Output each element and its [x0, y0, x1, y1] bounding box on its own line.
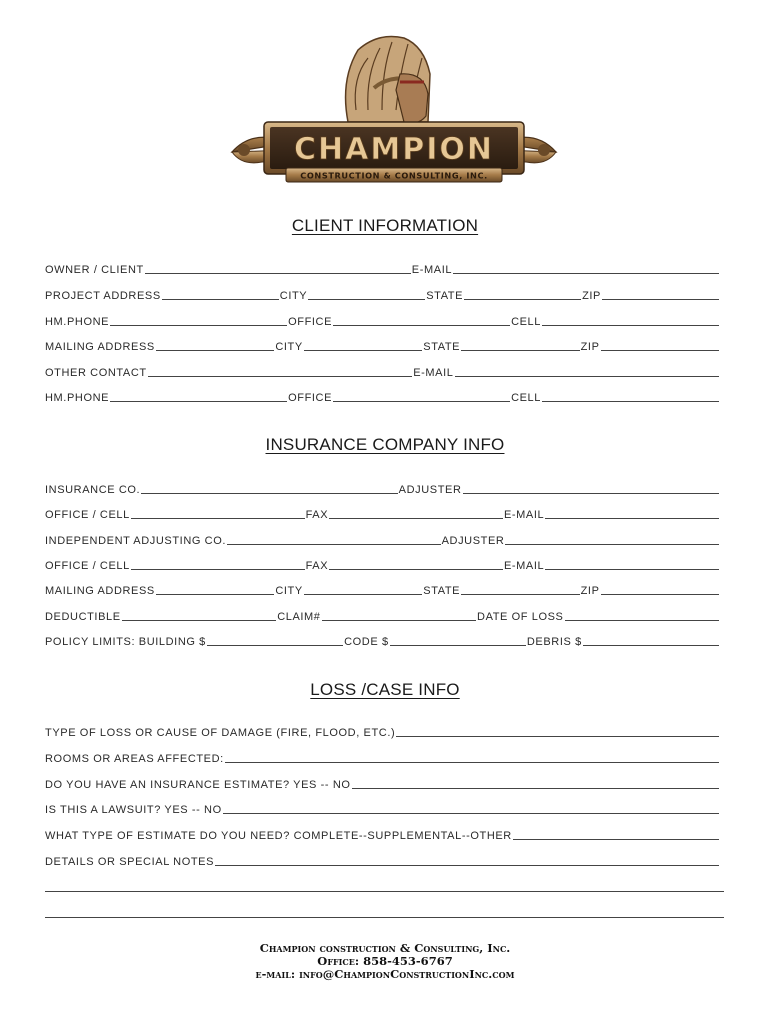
field-label: STATE — [423, 341, 461, 353]
field-label: FAX — [305, 509, 329, 521]
form-row — [45, 723, 720, 739]
field-label: OFFICE — [288, 316, 333, 328]
blank-fill-line[interactable] — [333, 401, 510, 402]
form-row — [45, 363, 720, 379]
form-row — [45, 852, 720, 868]
blank-fill-line[interactable] — [329, 569, 503, 570]
footer-email: e-mail: info@ChampionConstructionInc.com — [255, 967, 515, 981]
blank-fill-line[interactable] — [223, 813, 719, 814]
blank-fill-line[interactable] — [225, 762, 719, 763]
blank-fill-line[interactable] — [45, 891, 724, 892]
field-label: HM.PHONE — [45, 392, 110, 404]
field-label: STATE — [423, 585, 461, 597]
footer-contact — [0, 942, 770, 981]
field-label: ZIP — [582, 290, 601, 302]
form-row — [45, 260, 720, 276]
form-row — [45, 607, 720, 623]
blank-fill-line[interactable] — [45, 917, 724, 918]
blank-fill-line[interactable] — [131, 569, 305, 570]
form-row — [45, 531, 720, 547]
blank-fill-line[interactable] — [352, 788, 719, 789]
field-label: OFFICE / CELL — [45, 560, 130, 572]
section-title-loss: LOSS /CASE INFO — [310, 680, 460, 699]
field-label: E-MAIL — [503, 560, 545, 572]
field-label: ZIP — [580, 585, 600, 597]
blank-fill-line[interactable] — [110, 401, 287, 402]
form-row — [45, 826, 720, 842]
blank-fill-line[interactable] — [542, 325, 719, 326]
blank-fill-line[interactable] — [545, 569, 719, 570]
blank-fill-line[interactable] — [162, 299, 279, 300]
section-title-insurance: INSURANCE COMPANY INFO — [265, 435, 505, 454]
field-label: OTHER CONTACT — [45, 367, 147, 379]
blank-fill-line[interactable] — [464, 299, 581, 300]
blank-fill-line[interactable] — [145, 273, 411, 274]
blank-fill-line[interactable] — [545, 518, 719, 519]
form-row — [45, 337, 720, 353]
blank-fill-line[interactable] — [602, 299, 719, 300]
field-label: HM.PHONE — [45, 316, 110, 328]
field-label: E-MAIL — [503, 509, 545, 521]
blank-fill-line[interactable] — [455, 376, 720, 377]
field-label: CITY — [275, 585, 303, 597]
field-label: POLICY LIMITS: BUILDING $ — [45, 636, 206, 648]
blank-fill-line[interactable] — [156, 350, 274, 351]
blank-fill-line[interactable] — [565, 620, 720, 621]
blank-fill-line[interactable] — [227, 544, 441, 545]
blank-fill-line[interactable] — [461, 594, 579, 595]
form-row — [45, 312, 720, 328]
field-label: OFFICE — [288, 392, 333, 404]
blank-fill-line[interactable] — [329, 518, 503, 519]
form-row — [45, 581, 720, 597]
blank-fill-line[interactable] — [453, 273, 719, 274]
blank-fill-line[interactable] — [583, 645, 719, 646]
blank-fill-line[interactable] — [333, 325, 510, 326]
field-label: ADJUSTER — [398, 484, 462, 496]
field-label: CELL — [511, 316, 541, 328]
field-label: OWNER / CLIENT — [45, 264, 144, 276]
form-row — [45, 632, 720, 648]
field-label: OFFICE / CELL — [45, 509, 130, 521]
blank-fill-line[interactable] — [110, 325, 287, 326]
blank-fill-line[interactable] — [322, 620, 477, 621]
field-label: IS THIS A LAWSUIT? YES -- NO — [45, 804, 222, 816]
form-row — [45, 286, 720, 302]
logo-brand-text: CHAMPION — [294, 132, 494, 167]
blank-fill-line[interactable] — [304, 594, 422, 595]
form-row — [45, 904, 725, 920]
field-label: WHAT TYPE OF ESTIMATE DO YOU NEED? COMPLETE--SUPPLEMENTAL--OTHER — [45, 830, 512, 842]
field-label: DEDUCTIBLE — [45, 611, 121, 623]
field-label: INSURANCE CO. — [45, 484, 141, 496]
form-row — [45, 556, 720, 572]
blank-fill-line[interactable] — [461, 350, 579, 351]
field-label: MAILING ADDRESS — [45, 341, 155, 353]
field-label: PROJECT ADDRESS — [45, 290, 161, 302]
field-label: DO YOU HAVE AN INSURANCE ESTIMATE? YES -- NO — [45, 779, 351, 791]
blank-fill-line[interactable] — [122, 620, 277, 621]
field-label: FAX — [305, 560, 329, 572]
form-row — [45, 800, 720, 816]
blank-fill-line[interactable] — [207, 645, 343, 646]
blank-fill-line[interactable] — [304, 350, 422, 351]
form-row — [45, 749, 720, 765]
blank-fill-line[interactable] — [148, 376, 413, 377]
champion-logo-graphic — [228, 30, 560, 188]
field-label: STATE — [426, 290, 464, 302]
blank-fill-line[interactable] — [396, 736, 719, 737]
field-label: E-MAIL — [411, 264, 453, 276]
field-label: CITY — [279, 290, 308, 302]
logo-tagline-text: CONSTRUCTION & CONSULTING, INC. — [300, 170, 488, 181]
footer-company: Champion construction & Consulting, Inc. — [259, 941, 511, 955]
field-label: DEBRIS $ — [526, 636, 582, 648]
form-row — [45, 505, 720, 521]
blank-fill-line[interactable] — [542, 401, 719, 402]
blank-fill-line[interactable] — [601, 350, 719, 351]
field-label: CELL — [511, 392, 541, 404]
field-label: CODE $ — [344, 636, 389, 648]
field-label: DETAILS OR SPECIAL NOTES — [45, 856, 215, 868]
blank-fill-line[interactable] — [215, 865, 719, 866]
blank-fill-line[interactable] — [141, 493, 397, 494]
form-row — [45, 480, 720, 496]
blank-fill-line[interactable] — [505, 544, 719, 545]
field-label: TYPE OF LOSS OR CAUSE OF DAMAGE (FIRE, FLOOD, ETC.) — [45, 727, 396, 739]
company-logo — [228, 30, 560, 188]
blank-fill-line[interactable] — [513, 839, 719, 840]
blank-fill-line[interactable] — [308, 299, 425, 300]
blank-fill-line[interactable] — [390, 645, 526, 646]
form-row — [45, 878, 725, 894]
blank-fill-line[interactable] — [463, 493, 719, 494]
field-label: MAILING ADDRESS — [45, 585, 155, 597]
form-row — [45, 775, 720, 791]
field-label: ZIP — [580, 341, 600, 353]
field-label: DATE OF LOSS — [477, 611, 564, 623]
section-title-client: CLIENT INFORMATION — [291, 216, 479, 235]
field-label: INDEPENDENT ADJUSTING CO. — [45, 535, 227, 547]
form-row — [45, 388, 720, 404]
footer-office-phone: Office: 858-453-6767 — [317, 954, 453, 968]
blank-fill-line[interactable] — [156, 594, 274, 595]
field-label: CLAIM# — [277, 611, 321, 623]
blank-fill-line[interactable] — [131, 518, 305, 519]
field-label: E-MAIL — [413, 367, 454, 379]
field-label: CITY — [275, 341, 303, 353]
field-label: ADJUSTER — [441, 535, 505, 547]
field-label: ROOMS OR AREAS AFFECTED: — [45, 753, 224, 765]
blank-fill-line[interactable] — [601, 594, 719, 595]
